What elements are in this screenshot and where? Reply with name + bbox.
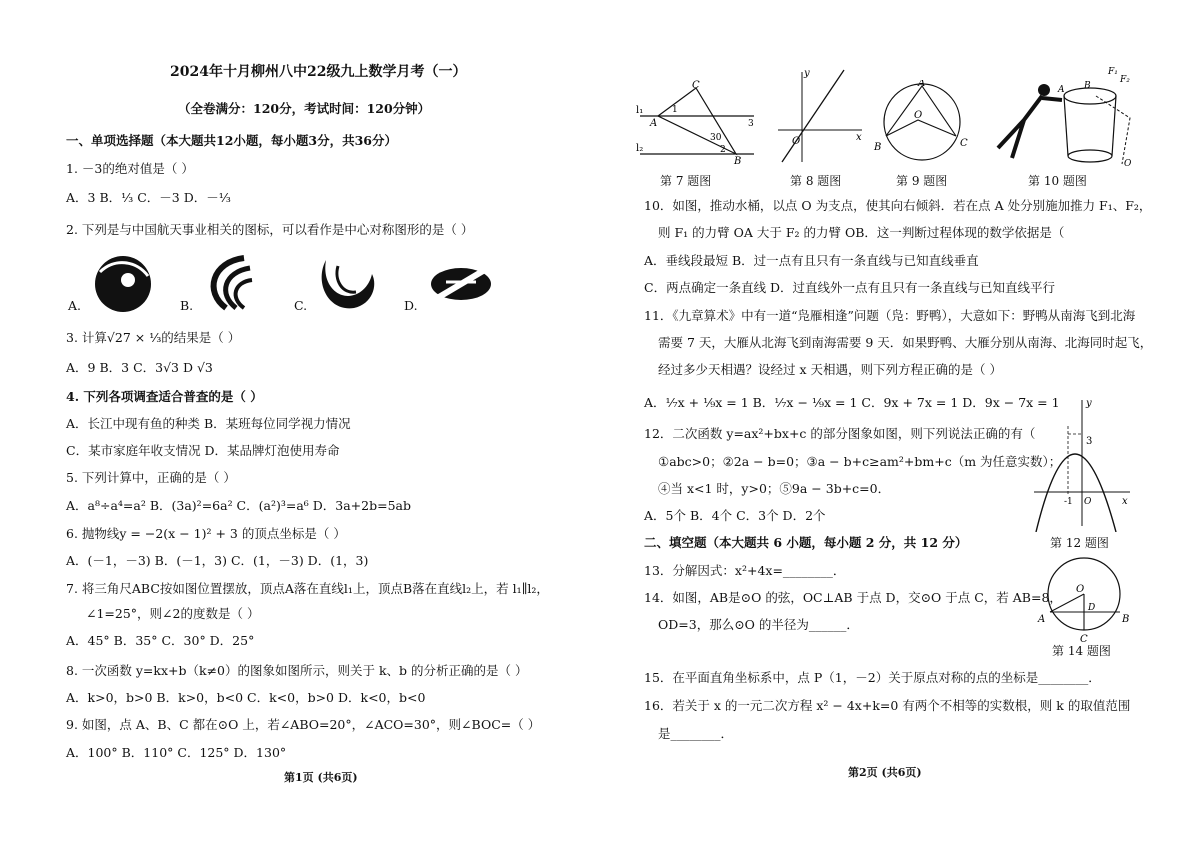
fig9-label-a: A — [918, 80, 926, 89]
fig8-label-x: x — [856, 132, 862, 143]
q5-options: A．a⁸÷a⁴=a² B．(3a)²=6a² C．(a²)³=a⁶ D．3a+2b=5ab — [66, 498, 411, 513]
q2-label-c: C. — [294, 298, 308, 313]
fig10-label-o: O — [1124, 159, 1132, 168]
q7-options: A．45° B．35° C．30° D．25° — [66, 633, 255, 648]
q7-stem-1: 7. 将三角尺ABC按如图位置摆放，顶点A落在直线l₁上，顶点B落在直线l₂上，若 l₁∥l₂， — [66, 581, 549, 596]
fig10-label-b: B — [1084, 81, 1091, 91]
q11-options: A．⅐x + ⅑x = 1 B．⅐x − ⅑x = 1 C．9x + 7x = 1 D．9x − 7x = 1 — [644, 395, 1060, 410]
fig7-label-l2: l₂ — [636, 143, 644, 154]
fig9-label-c: C — [960, 138, 968, 149]
fig7-label-l1: l₁ — [636, 105, 644, 116]
fig7-label-2: 2 — [720, 145, 726, 155]
swoosh-logo-icon — [198, 252, 254, 314]
fig12-parabola-graph — [1030, 396, 1134, 532]
fig10-label-f2: F₂ — [1120, 75, 1130, 85]
fig7-triangle-diagram — [636, 78, 760, 164]
fig7-caption: 第 7 题图 — [660, 174, 712, 188]
q13: 13．分解因式：x²+4x=________． — [644, 563, 846, 578]
q8-stem: 8. 一次函数 y=kx+b（k≠0）的图象如图所示，则关于 k、b 的分析正确的是（ ） — [66, 663, 528, 678]
fig9-caption: 第 9 题图 — [896, 174, 948, 188]
fig14-label-d: D — [1088, 603, 1096, 613]
q4-options-2: C．某市家庭年收支情况 D．某品牌灯泡使用寿命 — [66, 443, 340, 458]
fig7-label-3: 3 — [748, 119, 754, 129]
fig8-linear-graph — [772, 66, 868, 166]
q5-stem: 5. 下列计算中，正确的是（ ） — [66, 470, 236, 485]
fig12-label-x: x — [1122, 496, 1128, 507]
q12-options: A．5个 B．4个 C．3个 D．2个 — [644, 508, 826, 523]
fig7-label-b: B — [734, 156, 742, 164]
q4-stem: 4. 下列各项调查适合普查的是（ ） — [66, 389, 263, 404]
fig7-label-1: 1 — [672, 105, 678, 115]
q12-line-2: ①abc>0；②2a − b=0；③a − b+c≥am²+bm+c（m 为任意实数）； — [658, 454, 1062, 469]
fig14-label-o: O — [1076, 584, 1085, 595]
q12-line-3: ④当 x<1 时，y>0；⑤9a − 3b+c=0． — [658, 481, 891, 496]
q10-options-2: C．两点确定一条直线 D．过直线外一点有且只有一条直线与已知直线平行 — [644, 280, 1056, 295]
q2-icon-options — [66, 250, 506, 316]
fig12-label-y: y — [1086, 398, 1092, 409]
fig10-label-f1: F₁ — [1108, 67, 1118, 77]
q15: 15．在平面直角坐标系中，点 P（1，－2）关于原点对称的点的坐标是________． — [644, 670, 1101, 685]
q11-stem-1: 11．《九章算术》中有一道“凫雁相逢”问题（凫：野鸭），大意如下：野鸭从南海飞到北海 — [644, 308, 1136, 323]
fig8-caption: 第 8 题图 — [790, 174, 842, 188]
q10-stem-1: 10．如图，推动水桶，以点 O 为支点，使其向右倾斜．若在点 A 处分别施加推力 F₁、F₂， — [644, 198, 1152, 213]
q1-options: A．3 B．⅓ C．－3 D．－⅓ — [66, 190, 231, 205]
fig8-label-y: y — [804, 68, 810, 79]
fig14-circle-chord-diagram — [1036, 556, 1132, 644]
fig12-label-neg1: -1 — [1064, 497, 1073, 507]
q7-stem-2: ∠1=25°，则∠2的度数是（ ） — [86, 606, 260, 621]
q1-stem: 1. －3的绝对值是（ ） — [66, 161, 194, 176]
fig14-label-a: A — [1038, 614, 1046, 625]
exam-subtitle: （全卷满分：120分，考试时间：120分钟） — [178, 101, 431, 116]
q10-stem-2: 则 F₁ 的力臂 OA 大于 F₂ 的力臂 OB．这一判断过程体现的数学依据是（ — [658, 225, 1065, 240]
q12-stem: 12．二次函数 y=ax²+bx+c 的部分图象如图，则下列说法正确的有（ — [644, 426, 1036, 441]
q2-label-b: B. — [180, 298, 194, 313]
q9-options: A．100° B．110° C．125° D．130° — [66, 745, 287, 760]
fig14-label-c: C — [1080, 634, 1088, 644]
fig12-caption: 第 12 题图 — [1050, 536, 1109, 550]
q3-options: A．9 B．3 C．3√3 D √3 — [66, 360, 213, 375]
fig8-label-o: O — [792, 136, 801, 147]
fig10-caption: 第 10 题图 — [1028, 174, 1087, 188]
fig9-label-b: B — [874, 142, 882, 153]
q11-stem-2: 需要 7 天，大雁从北海飞到南海需要 9 天．如果野鸭、大雁分别从南海、北海同时起飞， — [658, 335, 1153, 350]
page-1-footer: 第1页 (共6页) — [284, 771, 358, 784]
fig12-label-3: 3 — [1086, 436, 1093, 447]
exam-page-2 — [600, 0, 1200, 849]
section-1-heading: 一、单项选择题（本大题共12小题，每小题3分，共36分） — [66, 133, 397, 148]
section-2-heading: 二、填空题（本大题共 6 小题，每小题 2 分，共 12 分） — [644, 535, 968, 550]
q8-options: A．k>0，b>0 B．k>0，b<0 C．k<0，b>0 D．k<0，b<0 — [66, 690, 426, 705]
fig12-label-o: O — [1084, 497, 1092, 507]
exam-title: 2024年十月柳州八中22级九上数学月考（一） — [170, 64, 467, 80]
fig7-label-a: A — [650, 118, 658, 129]
fig14-label-b: B — [1122, 614, 1130, 625]
fig7-label-30: 30 — [710, 133, 722, 143]
orbit-logo-icon — [426, 260, 496, 308]
fig10-bucket-push-diagram — [984, 64, 1134, 168]
q3-stem: 3. 计算√27 × ⅓的结果是（ ） — [66, 330, 241, 345]
q6-options: A．(－1，－3) B．(－1，3) C．(1，－3) D．(1，3) — [66, 553, 369, 568]
q14-stem-2: OD=3，那么⊙O 的半径为______． — [658, 617, 859, 632]
space-logo-icon — [92, 254, 154, 314]
q6-stem: 6. 抛物线y = −2(x − 1)² + 3 的顶点坐标是（ ） — [66, 526, 346, 541]
q2-label-a: A. — [68, 298, 82, 313]
fig7-label-c: C — [692, 80, 700, 91]
q10-options-1: A．垂线段最短 B．过一点有且只有一条直线与已知直线垂直 — [644, 253, 979, 268]
crescent-logo-icon — [314, 252, 378, 314]
fig9-circle-diagram — [872, 80, 972, 166]
q2-stem: 2. 下列是与中国航天事业相关的图标，可以看作是中心对称图形的是（ ） — [66, 222, 474, 237]
fig10-label-a: A — [1058, 85, 1065, 95]
page-2-footer: 第2页 (共6页) — [848, 766, 922, 779]
q2-label-d: D. — [404, 298, 418, 313]
q4-options-1: A．长江中现有鱼的种类 B．某班每位同学视力情况 — [66, 416, 351, 431]
q14-stem-1: 14．如图，AB是⊙O 的弦，OC⊥AB 于点 D，交⊙O 于点 C，若 AB=8， — [644, 590, 1062, 605]
fig14-caption: 第 14 题图 — [1052, 644, 1111, 658]
fig9-label-o: O — [914, 110, 923, 121]
q16-stem-1: 16．若关于 x 的一元二次方程 x² − 4x+k=0 有两个不相等的实数根，则 k 的取值范围 — [644, 698, 1131, 713]
q9-stem: 9. 如图，点 A、B、C 都在⊙O 上，若∠ABO=20°，∠ACO=30°，则∠BOC=（ ） — [66, 717, 541, 732]
q11-stem-3: 经过多少天相遇？设经过 x 天相遇，则下列方程正确的是（ ） — [658, 362, 1002, 377]
q16-stem-2: 是________． — [658, 726, 734, 741]
